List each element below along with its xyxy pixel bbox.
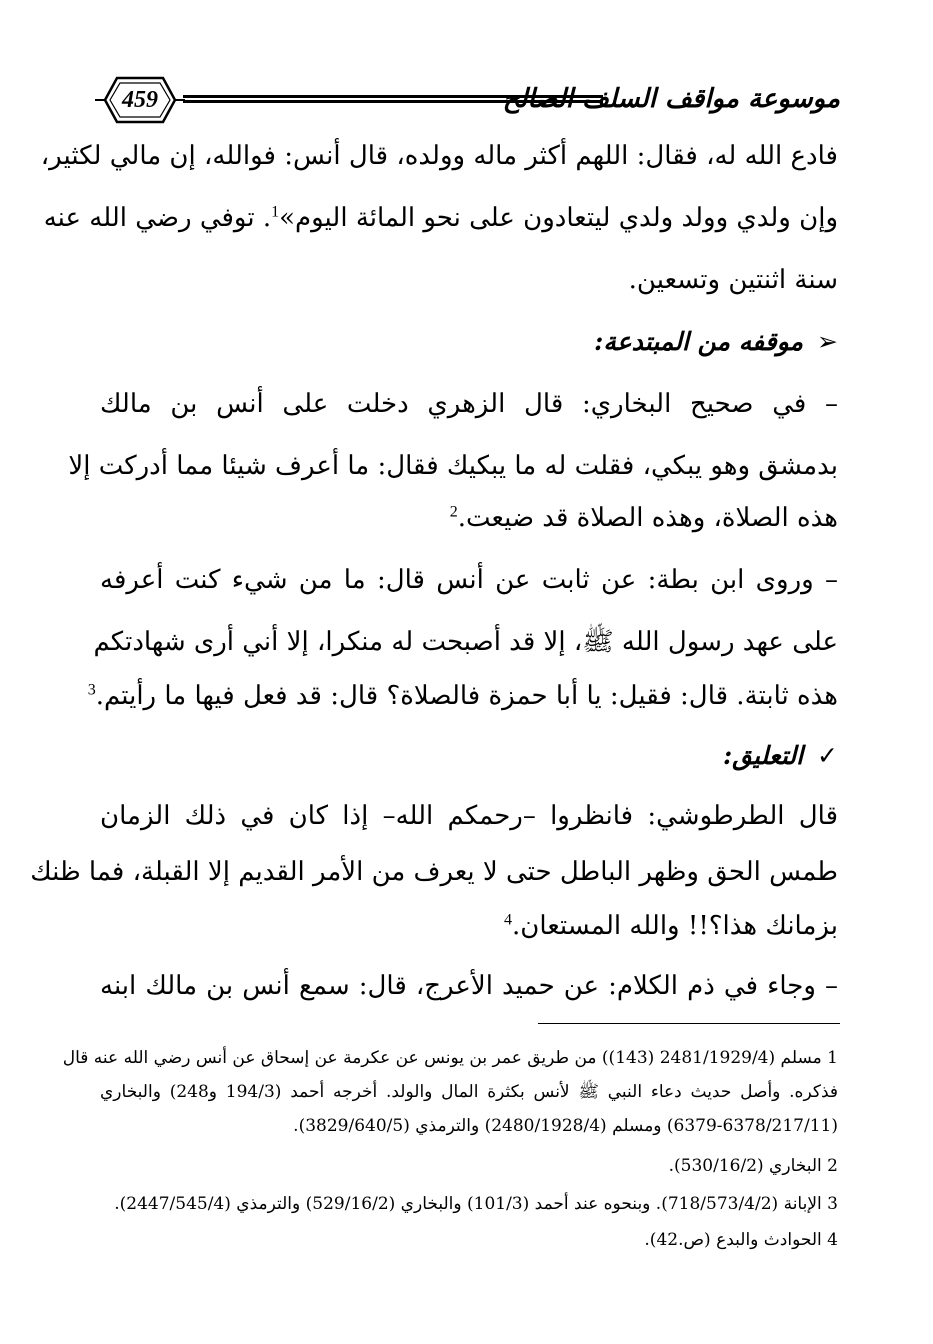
text-line: – في صحيح البخاري: قال الزهري دخلت على أنس بن مالك (100, 389, 838, 419)
page-header (95, 70, 840, 130)
heading-text: موقفه من المبتدعة: (594, 327, 804, 356)
text-line: بدمشق وهو يبكي، فقلت له ما يبكيك فقال: ما أعرف شيئا مما أدركت إلا (68, 451, 838, 481)
heading-text: التعليق: (722, 741, 804, 770)
text-fragment: هذه الصلاة، وهذه الصلاة قد ضيعت. (457, 503, 838, 533)
check-bullet-icon: ✓ (817, 741, 838, 770)
footnote-line: (6379-6378/217/11) ومسلم (2480/1928/4) والترمذي (3829/640/5). (293, 1116, 838, 1136)
text-fragment: بزمانك هذا؟!! والله المستعان. (512, 911, 838, 941)
footnote-ref: 3 (87, 681, 96, 699)
series-title: موسوعة مواقف السلف الصالح (502, 84, 840, 114)
text-line: – وجاء في ذم الكلام: عن حميد الأعرج، قال: سمع أنس بن مالك ابنه (100, 971, 838, 1001)
text-line: طمس الحق وظهر الباطل حتى لا يعرف من الأمر القديم إلا القبلة، فما ظنك (30, 857, 838, 887)
arrow-bullet-icon: ➢ (817, 327, 838, 356)
text-fragment: . توفي رضي الله عنه (43, 203, 272, 233)
text-fragment: وإن ولدي وولد ولدي ليتعادون على نحو المائة اليوم» (279, 203, 838, 233)
footnote-line: 4 الحوادث والبدع (ص.42). (644, 1230, 838, 1250)
footnote-line: 1 مسلم (2481/1929/4 (143)) من طريق عمر بن يونس عن عكرمة عن إسحاق عن أنس رضي الله عنه قال (62, 1048, 838, 1068)
footnote-ref: 4 (504, 911, 513, 929)
page-number-badge (95, 72, 185, 128)
text-line (87, 668, 838, 724)
section-heading (100, 314, 838, 370)
footnote-line: 2 البخاري (530/16/2). (668, 1156, 838, 1176)
text-line (100, 898, 838, 954)
text-fragment: هذه ثابتة. قال: فقيل: يا أبا حمزة فالصلاة؟ قال: قد فعل فيها ما رأيتم. (95, 681, 838, 711)
footnote-line: 3 الإبانة (718/573/4/2). وبنحوه عند أحمد (101/3) والبخاري (529/16/2) والترمذي (2447/545/4). (114, 1194, 838, 1214)
footnote-separator (538, 1023, 840, 1024)
footnote-ref: 2 (449, 503, 458, 521)
section-heading (100, 728, 838, 784)
footnote-ref: 1 (271, 203, 280, 221)
text-line (43, 190, 838, 246)
text-line: قال الطرطوشي: فانظروا –رحمكم الله– إذا كان في ذلك الزمان (100, 801, 838, 831)
footnote-line: فذكره. وأصل حديث دعاء النبي ﷺ لأنس بكثرة المال والولد. أخرجه أحمد (194/3 و248) والبخاري (100, 1082, 838, 1102)
text-line: فادع الله له، فقال: اللهم أكثر ماله وولده، قال أنس: فوالله، إن مالي لكثير، (40, 141, 838, 171)
text-line (100, 490, 838, 546)
text-line: على عهد رسول الله ﷺ، إلا قد أصبحت له منكرا، إلا أني أرى شهادتكم (93, 627, 838, 657)
page-number: 459 (122, 87, 158, 113)
text-line: سنة اثنتين وتسعين. (628, 265, 838, 295)
text-line: – وروى ابن بطة: عن ثابت عن أنس قال: ما من شيء كنت أعرفه (100, 565, 838, 595)
